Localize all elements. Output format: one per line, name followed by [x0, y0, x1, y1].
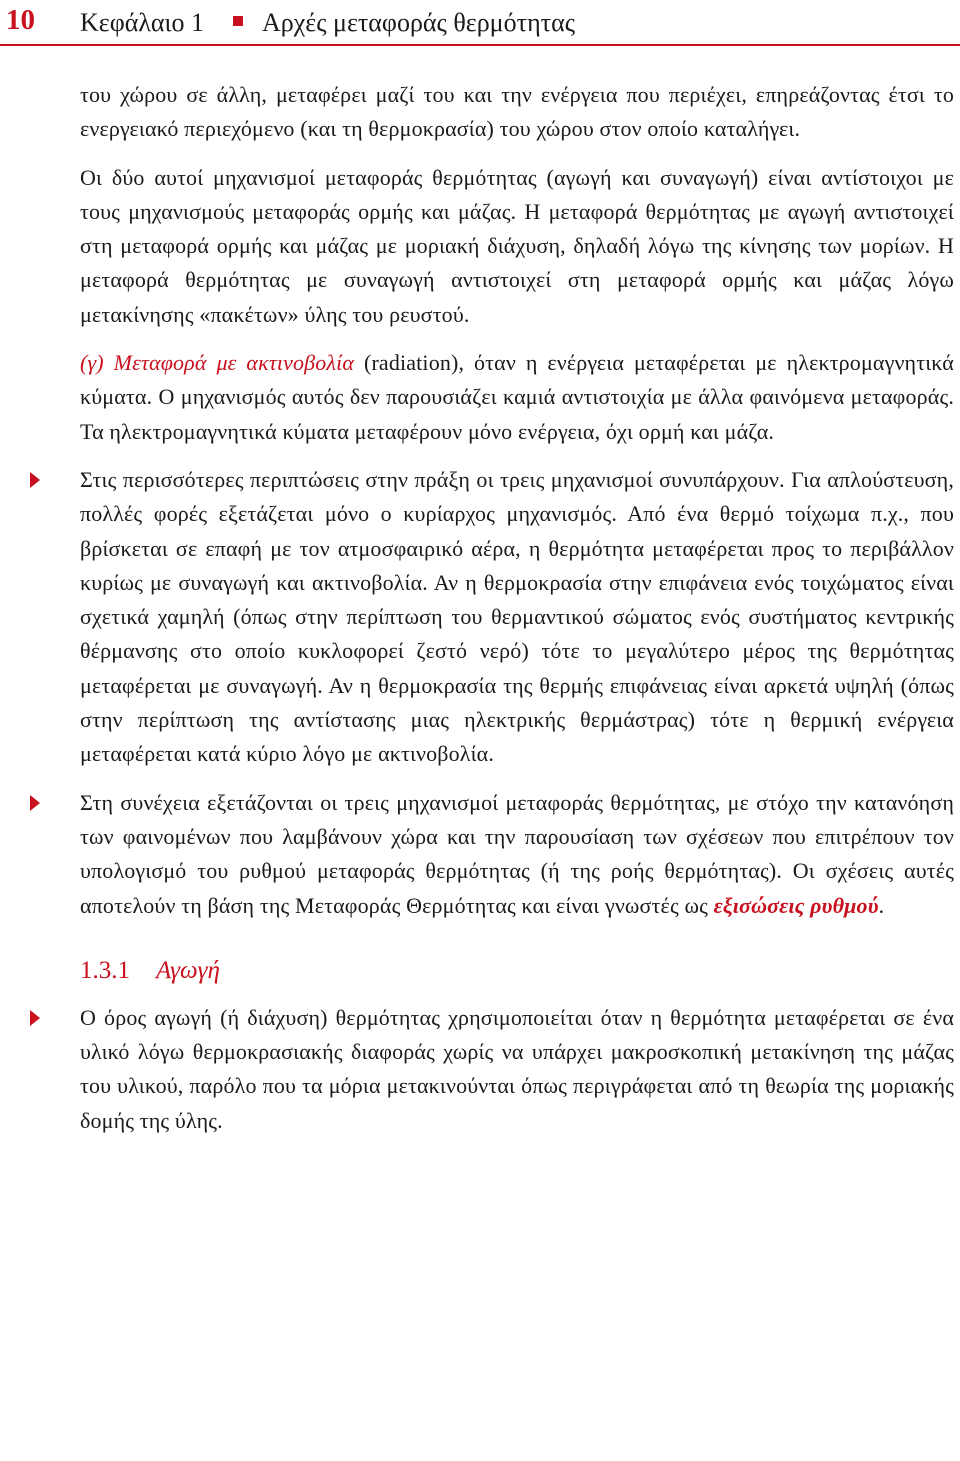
red-triangle-right-icon: [30, 795, 40, 811]
rate-equations-end: .: [878, 892, 885, 918]
page-number: 10: [6, 4, 35, 36]
rate-equations-term: εξισώσεις ρυθμού: [713, 892, 879, 918]
rate-equations-text: Στη συνέχεια εξετάζονται οι τρεις μηχανισμοί μεταφοράς θερμότητας, με στόχο την κατανόηση των φαινομένων που λαμβάνουν χώρα και την παρουσίαση των σχέσεων που επιτρέπουν τον υπολογισμό του ρυθμού μεταφοράς θερμότητας (ή της ροής θερμότητας). Οι σχέσεις αυτές αποτελούν τη βάση της Μεταφοράς Θερμότητας και είναι γνωστές ως: [80, 789, 954, 918]
paragraph-radiation: [80, 346, 954, 449]
section-heading: [80, 951, 954, 991]
radiation-term: (γ) Μεταφορά με ακτινοβολία: [80, 350, 355, 376]
red-square-icon: [233, 16, 243, 26]
chapter-title: Αρχές μεταφοράς θερμότητας: [262, 8, 576, 37]
paragraph-conduction-definition: [80, 1001, 954, 1138]
page-body: [80, 78, 954, 1152]
header-divider: [0, 44, 960, 46]
paragraph-mechanisms-analogy: Οι δύο αυτοί μηχανισμοί μεταφοράς θερμότητας (αγωγή και συναγωγή) είναι αντίστοιχοι με τους μηχανισμούς μεταφοράς ορμής και μάζας. Η μεταφορά θερμότητας με αγωγή αντιστοιχεί στη μεταφορά ορμής και μάζας με μοριακή διάχυση, δηλαδή λόγω της κίνησης των μορίων. Η μεταφορά θερμότητας με συναγωγή αντιστοιχεί στη μεταφορά ορμής και μάζας λόγω μετακίνησης «πακέτων» ύλης του ρευστού.: [80, 164, 954, 327]
section-title: Αγωγή: [156, 956, 220, 984]
red-triangle-right-icon: [30, 1010, 40, 1026]
chapter-label: Κεφάλαιο 1: [80, 8, 205, 37]
paragraph-rate-equations: [80, 786, 954, 923]
radiation-description: (radiation), όταν η ενέργεια μεταφέρεται με ηλεκτρομαγνητικά κύματα. Ο μηχανισμός αυτός δεν παρουσιάζει καμιά αντιστοιχία με άλλα φαινόμενα μεταφοράς. Τα ηλεκτρομαγνητικά κύματα μεταφέρουν μόνο ενέργεια, όχι ορμή και μάζα.: [80, 350, 954, 444]
section-number: 1.3.1: [80, 956, 130, 984]
page-header: [0, 0, 960, 44]
conduction-definition-text: Ο όρος αγωγή (ή διάχυση) θερμότητας χρησιμοποιείται όταν η θερμότητα μεταφέρεται σε ένα υλικό λόγω θερμοκρασιακής διαφοράς χωρίς να υπάρχει μακροσκοπική μετακίνηση της μάζας του υλικού, παρόλο που τα μόρια μετακινούνται όπως περιγράφεται από τη θεωρία της μοριακής δομής της ύλης.: [80, 1004, 954, 1133]
paragraph-continued: του χώρου σε άλλη, μεταφέρει μαζί του και την ενέργεια που περιέχει, επηρεάζοντας έτσι το ενεργειακό περιεχόμενο (και τη θερμοκρασία) του χώρου στον οποίο καταλήγει.: [80, 82, 954, 142]
red-triangle-right-icon: [30, 472, 40, 488]
combined-mechanisms-text: Στις περισσότερες περιπτώσεις στην πράξη οι τρεις μηχανισμοί συνυπάρχουν. Για απλούστευση, πολλές φορές εξετάζεται μόνο ο κυρίαρχος μηχανισμός. Από ένα θερμό τοίχωμα π.χ., που βρίσκεται σε επαφή με τον ατμοσφαιρικό αέρα, η θερμότητα μεταφέρεται προς το περιβάλλον κυρίως με συναγωγή και ακτινοβολία. Αν η θερμοκρασία στην επιφάνεια ενός τοιχώματος είναι σχετικά χαμηλή (όπως στην περίπτωση του θερμαντικού σώματος ενός συστήματος κεντρικής θέρμανσης στο οποίο κυκλοφορεί ζεστό νερό) τότε το μεγαλύτερο μέρος της θερμότητας μεταφέρεται με συναγωγή. Αν η θερμοκρασία της θερμής επιφάνειας είναι αρκετά υψηλή (όπως στην περίπτωση της αντίστασης μιας ηλεκτρικής θερμάστρας) τότε η θερμική ενέργεια μεταφέρεται κατά κύριο λόγο με ακτινοβολία.: [80, 466, 954, 767]
paragraph-combined-mechanisms: [80, 463, 954, 772]
